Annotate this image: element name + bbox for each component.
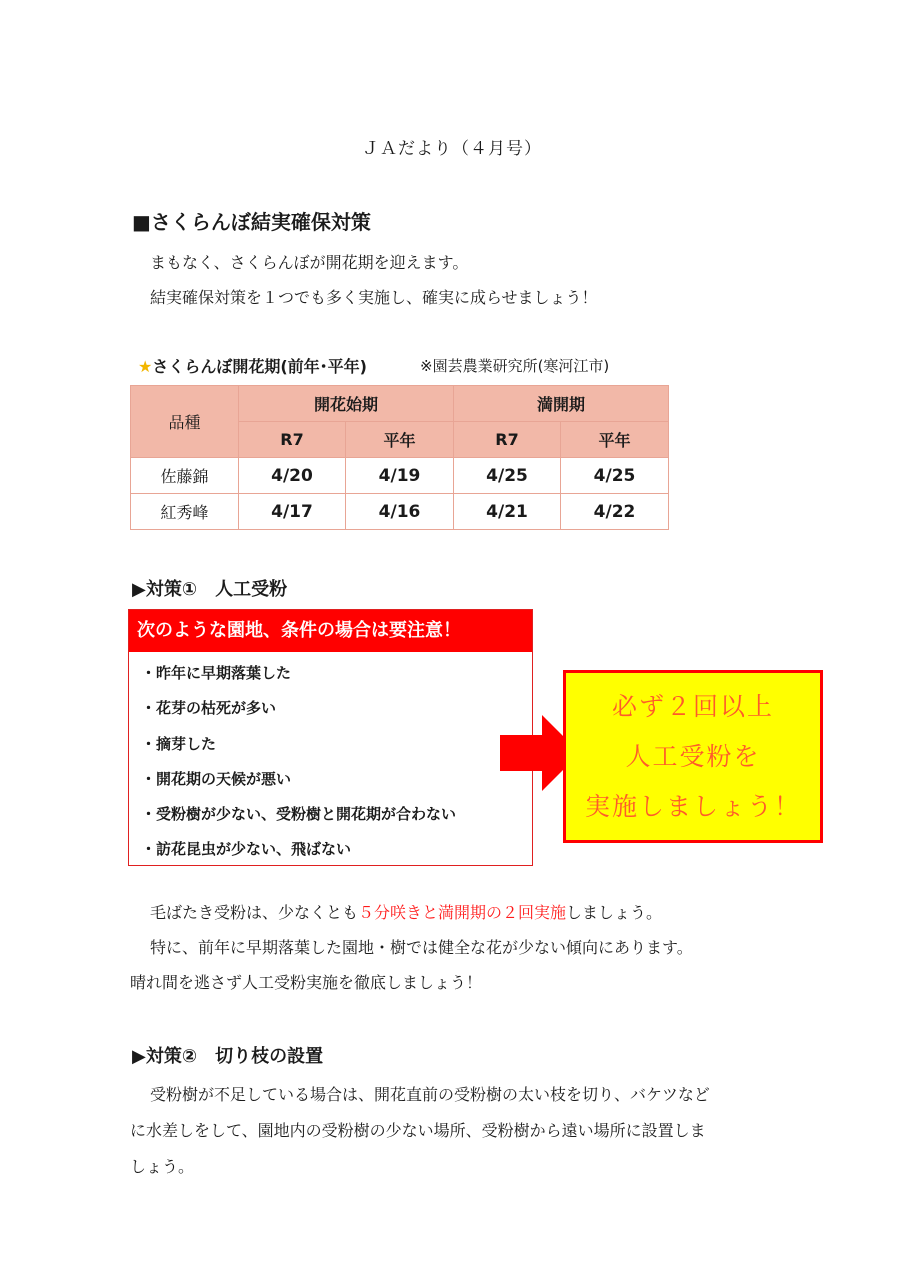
callout-line3: 実施しましょう！: [584, 791, 801, 821]
warning-title: 次のような園地、条件の場合は要注意！: [129, 610, 532, 652]
measure1-para3: 晴れ間を逃さず人工受粉実施を徹底しましょう！: [130, 973, 483, 992]
star-icon: ★: [138, 357, 153, 376]
section1-line2: 結実確保対策を１つでも多く実施し、確実に成らせましょう！: [150, 288, 598, 307]
section1-heading: ■さくらんぼ結実確保対策: [132, 210, 371, 234]
list-item: ・開花期の天候が悪い: [141, 769, 292, 788]
measure1-para2: 特に、前年に早期落葉した園地・樹では健全な花が少ない傾向にあります。: [150, 938, 693, 957]
measure1-heading: ▶対策① 人工受粉: [132, 579, 288, 600]
full-normal-cell: 4/22: [561, 494, 669, 530]
page-title: ＪＡだより（４月号）: [362, 139, 542, 159]
section1-line1: まもなく、さくらんぼが開花期を迎えます。: [150, 253, 469, 272]
para1-post: しましょう。: [566, 903, 663, 922]
table-row: [131, 494, 669, 530]
bloom-table: [130, 385, 669, 530]
header-bloom-start: 開花始期: [239, 386, 454, 422]
subheader-r7: R7: [454, 422, 561, 458]
table-row: [131, 458, 669, 494]
measure2-line1: 受粉樹が不足している場合は、開花直前の受粉樹の太い枝を切り、バケツなど: [150, 1085, 710, 1104]
header-full-bloom: 満開期: [454, 386, 669, 422]
subheader-r7: R7: [239, 422, 346, 458]
subheader-normal: 平年: [561, 422, 669, 458]
measure2-line2: に水差しをして、園地内の受粉樹の少ない場所、受粉樹から遠い場所に設置しま: [130, 1121, 706, 1140]
full-r7-cell: 4/21: [454, 494, 561, 530]
list-item: ・訪花昆虫が少ない、飛ばない: [141, 840, 352, 859]
warning-box: [128, 609, 533, 866]
subheader-normal: 平年: [346, 422, 454, 458]
start-normal-cell: 4/16: [346, 494, 454, 530]
variety-cell: 紅秀峰: [131, 494, 239, 530]
para1-highlight: ５分咲きと満開期の２回実施: [358, 903, 567, 922]
para1-pre: 毛ばたき受粉は、少なくとも: [150, 903, 359, 922]
list-item: ・昨年に早期落葉した: [141, 664, 292, 682]
start-normal-cell: 4/19: [346, 458, 454, 494]
full-normal-cell: 4/25: [561, 458, 669, 494]
bloom-table-note: ※園芸農業研究所(寒河江市): [420, 357, 610, 375]
header-variety: 品種: [131, 386, 239, 458]
callout-line1: 必ず２回以上: [611, 691, 774, 721]
measure2-heading: ▶対策② 切り枝の設置: [132, 1046, 324, 1067]
start-r7-cell: 4/17: [239, 494, 346, 530]
warning-list: [129, 652, 532, 868]
list-item: ・花芽の枯死が多い: [141, 699, 277, 718]
variety-cell: 佐藤錦: [131, 458, 239, 494]
callout-box: [563, 670, 823, 843]
measure1-para1: [150, 900, 662, 923]
start-r7-cell: 4/20: [239, 458, 346, 494]
full-r7-cell: 4/25: [454, 458, 561, 494]
list-item: ・摘芽した: [141, 734, 217, 753]
callout-line2: 人工受粉を: [625, 741, 761, 771]
bloom-table-title: [138, 354, 367, 377]
bloom-table-title-text: さくらんぼ開花期(前年･平年): [152, 357, 367, 376]
list-item: ・受粉樹が少ない、受粉樹と開花期が合わない: [141, 805, 457, 824]
measure2-line3: しょう。: [130, 1157, 195, 1176]
